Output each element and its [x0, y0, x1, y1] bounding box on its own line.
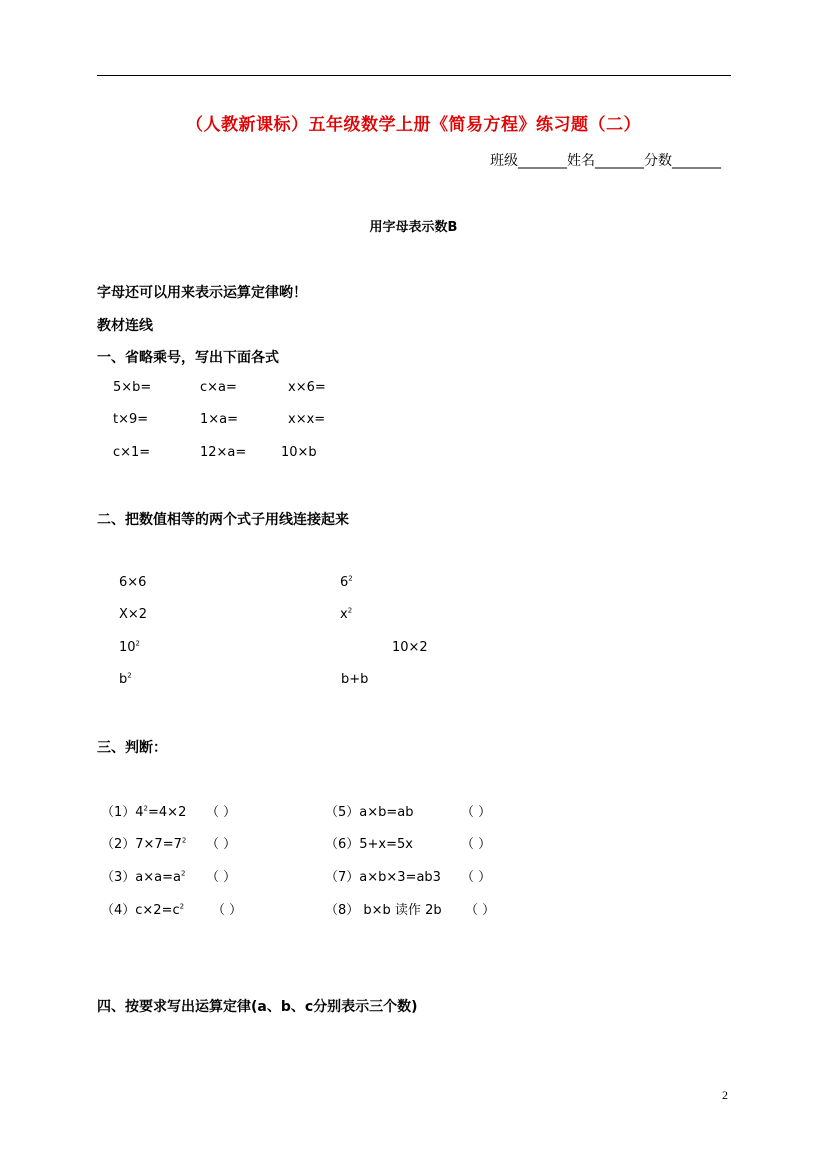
- judgment-item: （6）5+x=5x: [325, 837, 413, 852]
- match-right-item: 10×2: [392, 640, 428, 655]
- expr-item: t×9=: [113, 412, 149, 427]
- answer-parens: （ ）: [206, 870, 237, 885]
- section4-heading: 四、按要求写出运算定律(a、b、c分别表示三个数): [97, 999, 418, 1015]
- expr-item: x×6=: [288, 380, 326, 395]
- expr-item: 5×b=: [113, 380, 152, 395]
- answer-parens: （ ）: [465, 903, 496, 918]
- answer-parens: （ ）: [461, 805, 492, 820]
- section1-heading: 一、省略乘号，写出下面各式: [97, 350, 279, 366]
- judgment-item: （8） b×b 读作 2b: [325, 903, 442, 918]
- match-left-item: $10^2$: [119, 639, 141, 655]
- section3-heading: 三、判断：: [97, 740, 167, 756]
- expr-item: 10×b: [281, 445, 317, 460]
- answer-parens: （ ）: [206, 805, 237, 820]
- answer-parens: （ ）: [461, 837, 492, 852]
- judgment-item: $(2)7\times 7=7^2$: [101, 836, 187, 852]
- expr-item: 12×a=: [200, 445, 247, 460]
- expr-item: x×x=: [288, 412, 326, 427]
- judgment-item: （7）a×b×3=ab3: [325, 870, 441, 885]
- judgment-item: $(3)a\times a=a^2$: [101, 869, 186, 885]
- match-right-item: $6^2$: [340, 574, 353, 590]
- judgment-item: （5）a×b=ab: [325, 805, 414, 820]
- match-left-item: X×2: [119, 607, 148, 622]
- match-right-item: b+b: [341, 672, 369, 687]
- expr-item: c×a=: [200, 380, 237, 395]
- judgment-item: $(1)4^2=4\times 2$: [101, 804, 187, 820]
- match-left-item: $b^2$: [119, 671, 132, 687]
- expr-item: c×1=: [113, 445, 151, 460]
- textbook-link-heading: 教材连线: [97, 318, 153, 334]
- lesson-subtitle: 用字母表示数B: [369, 220, 458, 235]
- match-left-item: 6×6: [119, 575, 147, 590]
- answer-parens: （ ）: [461, 870, 492, 885]
- expr-item: 1×a=: [200, 412, 239, 427]
- worksheet-title: （人教新课标）五年级数学上册《简易方程》练习题（二）: [186, 115, 641, 135]
- student-info-line: 班级_______姓名_______分数_______: [490, 153, 721, 169]
- header-rule: [97, 75, 731, 76]
- section2-heading: 二、把数值相等的两个式子用线连接起来: [97, 512, 349, 528]
- answer-parens: （ ）: [206, 837, 237, 852]
- judgment-item: $(4)c\times 2=c^2$: [101, 902, 185, 918]
- answer-parens: （ ）: [212, 903, 243, 918]
- match-right-item: $x^2$: [340, 606, 353, 622]
- intro-text: 字母还可以用来表示运算定律哟！: [97, 285, 307, 301]
- page-number: 2: [722, 1088, 728, 1102]
